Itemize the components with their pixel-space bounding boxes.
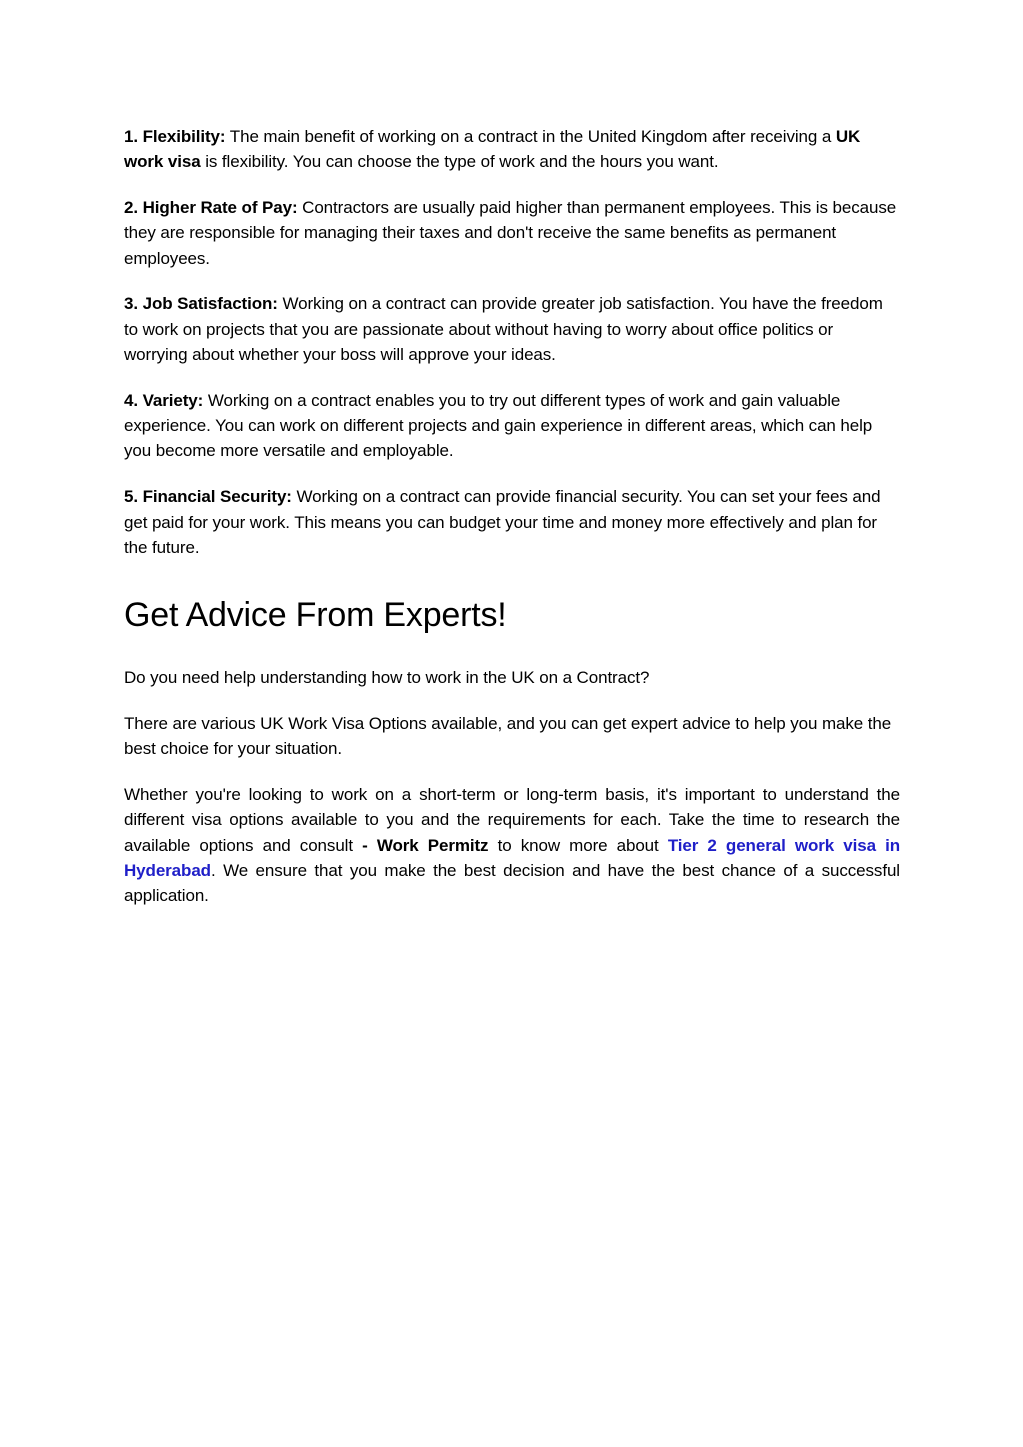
benefit-title: 1. Flexibility: (124, 127, 226, 146)
section-heading: Get Advice From Experts! (124, 596, 507, 635)
benefit-flexibility (124, 124, 900, 175)
benefit-text: is flexibility. You can choose the type of work and the hours you want. (200, 152, 719, 172)
benefit-title: 2. Higher Rate of Pay: (124, 198, 298, 218)
benefit-financial-security (124, 484, 900, 560)
benefit-job-satisfaction (124, 291, 900, 367)
brand-name: Work Permitz (376, 835, 489, 855)
tier2-visa-link[interactable]: Tier 2 general work visa in Hyderabad (124, 835, 900, 880)
brand-dash: - (362, 835, 377, 855)
advice-options-text: There are various UK Work Visa Options available, and you can get expert advice to help you make the best choice for your situation. (124, 713, 892, 759)
benefit-text: Contractors are usually paid higher than permanent employees. This is because they are responsible for managing their taxes and don't receive the same benefits as permanent employees. (124, 198, 897, 268)
benefit-title: 5. Financial Security: (124, 487, 292, 507)
closing-text: Whether you're looking to work on a short-term or long-term basis, it's important to understand the different visa options available to you and the requirements for each. Take the time to research the available options and consult (124, 785, 900, 855)
benefit-text: Working on a contract enables you to try out different types of work and gain valuable experience. You can work on different projects and gain experience in different areas, which can help you become more versatile and employable. (124, 390, 873, 461)
benefit-text: Working on a contract can provide greater job satisfaction. You have the freedom to work on projects that you are passionate about without having to worry about office politics or worrying about whether your boss will approve your ideas. (124, 294, 883, 365)
benefit-variety (124, 388, 900, 464)
benefit-text: Working on a contract can provide financial security. You can set your fees and get paid for your work. This means you can budget your time and money more effectively and plan for the future. (124, 487, 881, 557)
advice-question: Do you need help understanding how to work in the UK on a Contract? (124, 668, 650, 688)
uk-work-visa-term: UK work visa (124, 127, 861, 172)
closing-text: . We ensure that you make the best decision and have the best chance of a successful application. (124, 860, 900, 906)
benefit-text: The main benefit of working on a contract in the United Kingdom after receiving a (225, 127, 836, 146)
benefit-title: 4. Variety: (124, 390, 204, 410)
benefit-title: 3. Job Satisfaction: (124, 294, 278, 314)
closing-text: to know more about (488, 835, 668, 855)
document-page (124, 124, 900, 929)
advice-closing-paragraph (124, 782, 900, 908)
benefit-higher-rate-of-pay (124, 195, 900, 271)
